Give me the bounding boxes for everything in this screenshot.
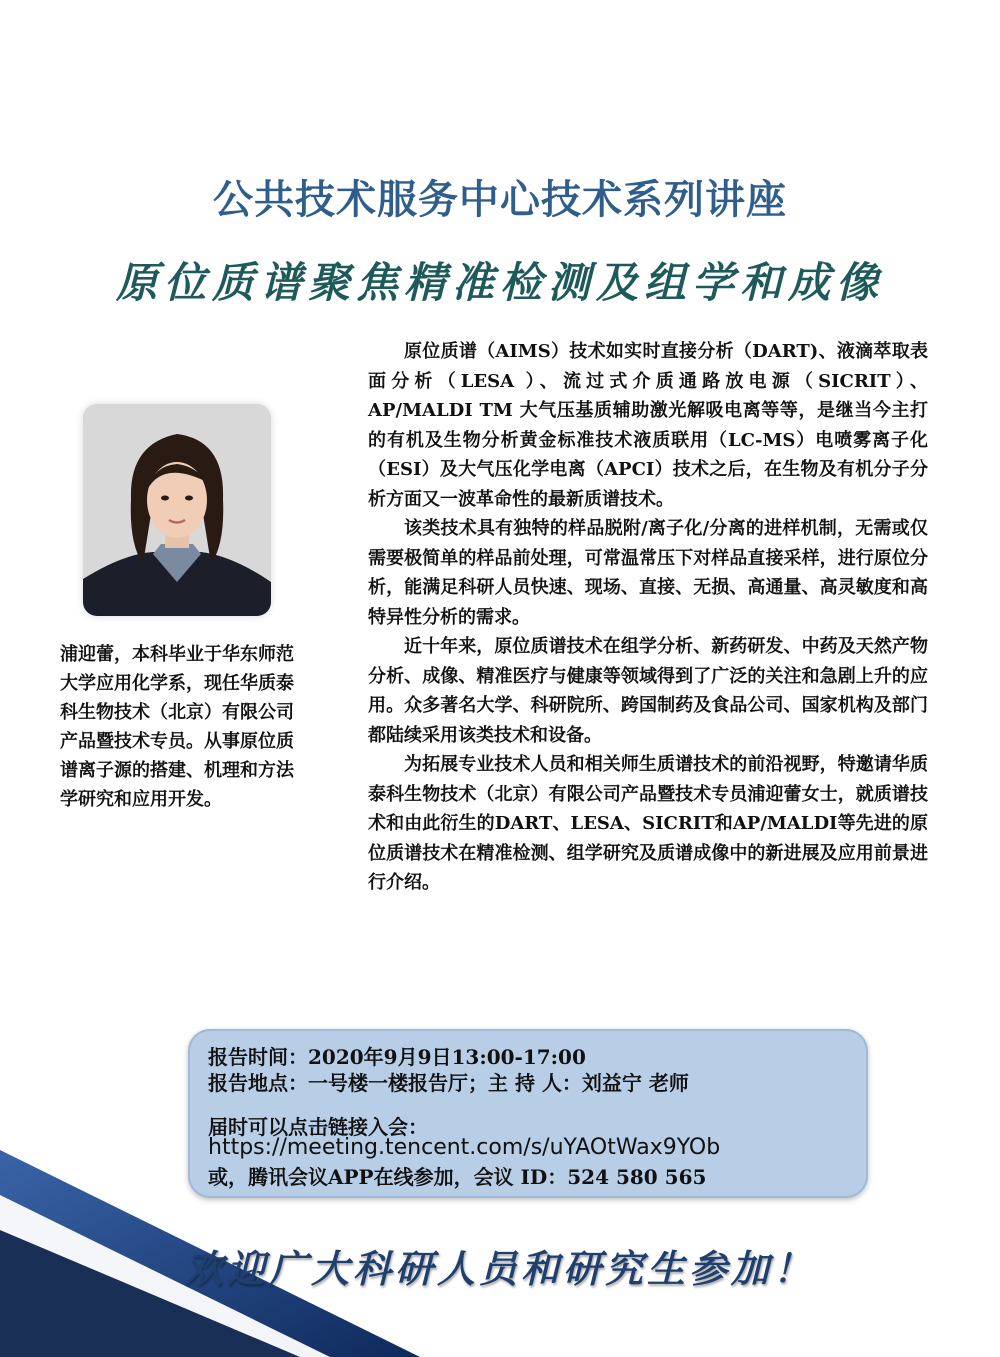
description-paragraph: 该类技术具有独特的样品脱附/离子化/分离的进样机制，无需或仅需要极简单的样品前处理，可常温常压下对样品直接采样，进行原位分析，能满足科研人员快速、现场、直接、无损、高通量、高灵敏度和高特异性分析的需求。	[368, 518, 928, 628]
description-paragraph: 为拓展专业技术人员和相关师生质谱技术的前沿视野，特邀请华质泰科生物技术（北京）有限公司产品暨技术专员浦迎蕾女士，就质谱技术和由此衍生的DART、LESA、SICRIT和AP/MALDI等先进的原位质谱技术在精准检测、组学研究及质谱成像中的新进展及应用前景进行介绍。	[368, 754, 928, 893]
report-time: 报告时间：2020年9月9日13:00-17:00	[208, 1045, 586, 1069]
lecture-series-title: 公共技术服务中心技术系列讲座	[213, 177, 787, 223]
report-location-host: 报告地点：一号楼一楼报告厅；主 持 人：刘益宁 老师	[208, 1071, 689, 1095]
speaker-bio: 浦迎蕾，本科毕业于华东师范大学应用化学系，现任华质泰科生物技术（北京）有限公司产品暨技术专员。从事原位质谱离子源的搭建、机理和方法学研究和应用开发。	[60, 644, 294, 810]
meeting-id-line: 或，腾讯会议APP在线参加，会议 ID：524 580 565	[208, 1165, 707, 1189]
description-paragraph: 原位质谱（AIMS）技术如实时直接分析（DART)、液滴萃取表面分析（LESA ）、流过式介质通路放电源（SICRIT）、AP/MALDI TM 大气压基质辅助激光解吸电离等等，是继当今主打的有机及生物分析黄金标准技术液质联用（LC-MS）电喷雾离子化（ESI）及大气压化学电离（APCI）技术之后，在生物及有机分子分析方面又一波革命性的最新质谱技术。	[368, 341, 928, 510]
speaker-photo	[83, 404, 271, 616]
lecture-description	[368, 337, 928, 898]
lecture-topic-title: 原位质谱聚焦精准检测及组学和成像	[115, 258, 884, 307]
meeting-link[interactable]: https://meeting.tencent.com/s/uYAOtWax9YOb	[208, 1135, 721, 1160]
join-intro: 届时可以点击链接入会：	[208, 1115, 428, 1139]
welcome-slogan: 欢迎广大科研人员和研究生参加！	[184, 1246, 815, 1291]
description-paragraph: 近十年来，原位质谱技术在组学分析、新药研发、中药及天然产物分析、成像、精准医疗与健康等领域得到了广泛的关注和急剧上升的应用。众多著名大学、科研院所、跨国制药及食品公司、国家机构及部门都陆续采用该类技术和设备。	[368, 636, 928, 746]
event-info-box	[188, 1029, 868, 1198]
